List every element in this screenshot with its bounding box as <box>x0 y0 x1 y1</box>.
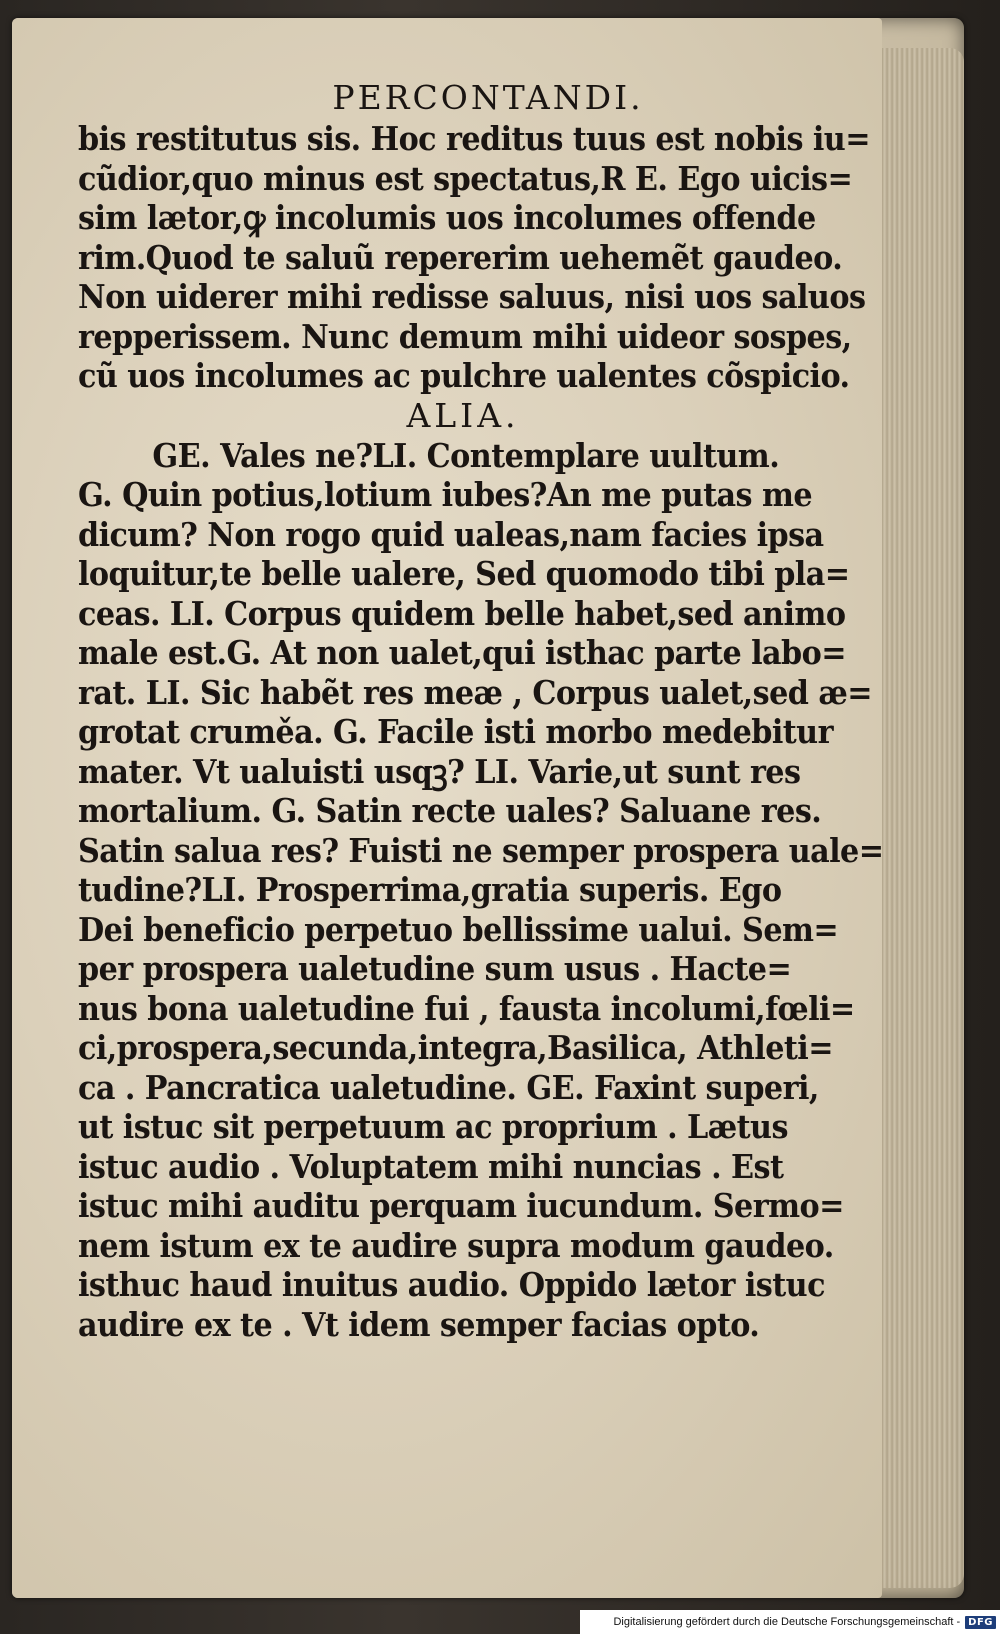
text-line: nus bona ualetudine fui , fausta incolumi,fœli= <box>78 988 855 1028</box>
text-line: rat. LI. Sic habẽt res meæ , Corpus ualet,sed æ= <box>78 672 873 712</box>
text-line: per prospera ualetudine sum usus . Hacte= <box>78 949 792 988</box>
text-line: ceas. LI. Corpus quidem belle habet,sed animo <box>78 593 846 633</box>
text-line: istuc mihi auditu perquam iucundum. Sermo= <box>78 1186 844 1225</box>
text-line: Non uiderer mihi redisse saluus, nisi uos saluos <box>78 277 866 316</box>
text-line: mortalium. G. Satin recte uales? Saluane res. <box>78 791 822 830</box>
text-line: cũdior,quo minus est spectatus,R E. Ego uicis= <box>78 158 853 198</box>
text-lines-top <box>78 119 870 396</box>
text-line: ci,prospera,secunda,integra,Basilica, Athleti= <box>78 1028 834 1067</box>
text-line: Satin salua res? Fuisti ne semper prospera uale= <box>78 830 884 870</box>
text-line: ca . Pancratica ualetudine. GE. Faxint superi, <box>78 1067 819 1107</box>
text-line: nem istum ex te audire supra modum gaudeo. <box>78 1225 834 1265</box>
text-line: loquitur,te belle ualere, Sed quomodo tibi pla= <box>78 554 850 593</box>
running-head: PERCONTANDI. <box>332 78 644 117</box>
text-line: Dei beneficio perpetuo bellissime ualui. Sem= <box>78 909 839 949</box>
text-line: rim.Quod te saluũ repererim uehemẽt gaudeo. <box>78 237 843 277</box>
funding-text: Digitalisierung gefördert durch die Deutsche Forschungsgemeinschaft - <box>613 1616 961 1628</box>
text-line: mater. Vt ualuisti usqꝫ? LI. Varie,ut sunt res <box>78 751 801 791</box>
text-line: cũ uos incolumes ac pulchre ualentes cõspicio. <box>78 356 850 395</box>
text-line: bis restitutus sis. Hoc reditus tuus est nobis iu= <box>78 119 870 158</box>
text-lines-bottom <box>78 435 884 1345</box>
text-line: isthuc haud inuitus audio. Oppido lætor istuc <box>78 1265 825 1304</box>
book-page <box>12 18 964 1598</box>
text-line: G. Quin potius,lotium iubes?An me putas me <box>78 475 813 514</box>
page-surface <box>12 18 882 1598</box>
text-line: male est.G. At non ualet,qui isthac parte labo= <box>78 633 846 672</box>
page-edges <box>869 48 964 1588</box>
text-line: grotat cruměa. G. Facile isti morbo medebitur <box>78 712 833 751</box>
funding-banner <box>580 1610 1000 1634</box>
text-line: repperissem. Nunc demum mihi uideor sospes, <box>78 316 852 356</box>
text-line: GE. Vales ne?LI. Contemplare uultum. <box>152 435 780 475</box>
text-line: istuc audio . Voluptatem mihi nuncias . Est <box>78 1146 784 1186</box>
dfg-logo: DFG <box>965 1616 996 1629</box>
text-line: tudine?LI. Prosperrima,gratia superis. Ego <box>78 870 782 909</box>
text-line: ut istuc sit perpetuum ac proprium . Lætus <box>78 1107 788 1146</box>
text-line: audire ex te . Vt idem semper facias opto. <box>78 1304 760 1344</box>
text-block <box>78 78 884 1344</box>
section-heading: ALIA. <box>406 395 520 435</box>
text-line: dicum? Non rogo quid ualeas,nam facies ipsa <box>78 514 824 554</box>
text-line: sim lætor,ꝙ incolumis uos incolumes offende <box>78 198 816 237</box>
